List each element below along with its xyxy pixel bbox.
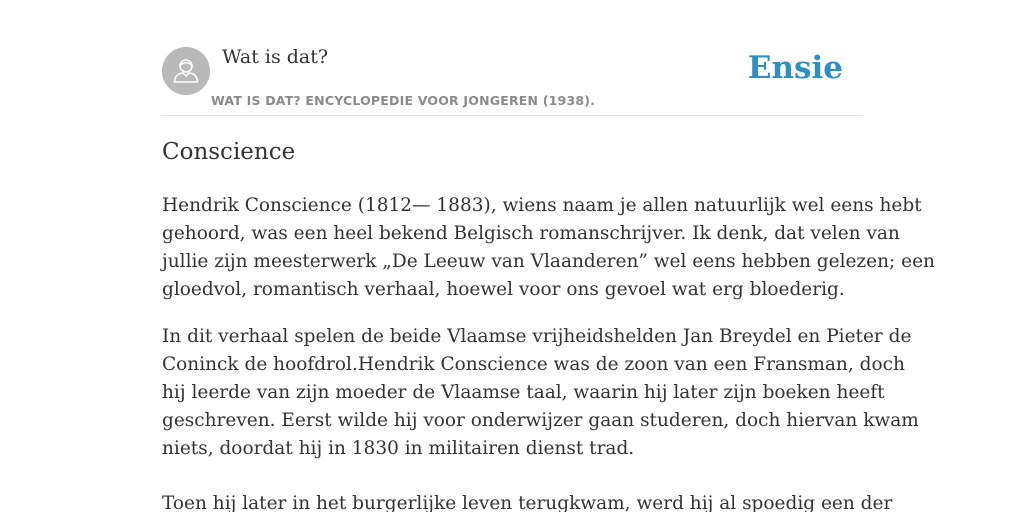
ensie-logo[interactable]: Ensie: [747, 50, 843, 86]
avatar[interactable]: [162, 47, 210, 95]
paragraph-line: gehoord, was een heel bekend Belgisch romanschrijver. Ik denk, dat velen van: [162, 223, 900, 244]
paragraph: [162, 323, 919, 463]
paragraph-line: In dit verhaal spelen de beide Vlaamse vrijheidshelden Jan Breydel en Pieter de: [162, 326, 912, 347]
paragraph-line: gloedvol, romantisch verhaal, hoewel voor ons gevoel wat erg bloederig.: [162, 279, 845, 300]
user-icon: [162, 47, 210, 95]
source-title[interactable]: Wat is dat?: [222, 46, 329, 68]
paragraph-line: Toen hij later in het burgerlijke leven terugkwam, werd hij al spoedig een der: [162, 493, 893, 512]
article-title: Conscience: [162, 139, 296, 165]
paragraph-line: geschreven. Eerst wilde hij voor onderwijzer gaan studeren, doch hiervan kwam: [162, 410, 919, 431]
source-subtitle[interactable]: WAT IS DAT? ENCYCLOPEDIE VOOR JONGEREN (1938).: [211, 93, 596, 108]
paragraph: [162, 490, 893, 512]
paragraph-line: jullie zijn meesterwerk „De Leeuw van Vlaanderen” wel eens hebben gelezen; een: [162, 251, 935, 272]
paragraph-line: niets, doordat hij in 1830 in militairen dienst trad.: [162, 438, 635, 459]
source-header: [162, 44, 862, 116]
article-body: [162, 192, 935, 512]
paragraph: [162, 192, 935, 304]
paragraph-line: Coninck de hoofdrol.Hendrik Conscience was de zoon van een Fransman, doch: [162, 354, 905, 375]
paragraph-line: hij leerde van zijn moeder de Vlaamse taal, waarin hij later zijn boeken heeft: [162, 382, 885, 403]
paragraph-line: Hendrik Conscience (1812— 1883), wiens naam je allen natuurlijk wel eens hebt: [162, 195, 922, 216]
